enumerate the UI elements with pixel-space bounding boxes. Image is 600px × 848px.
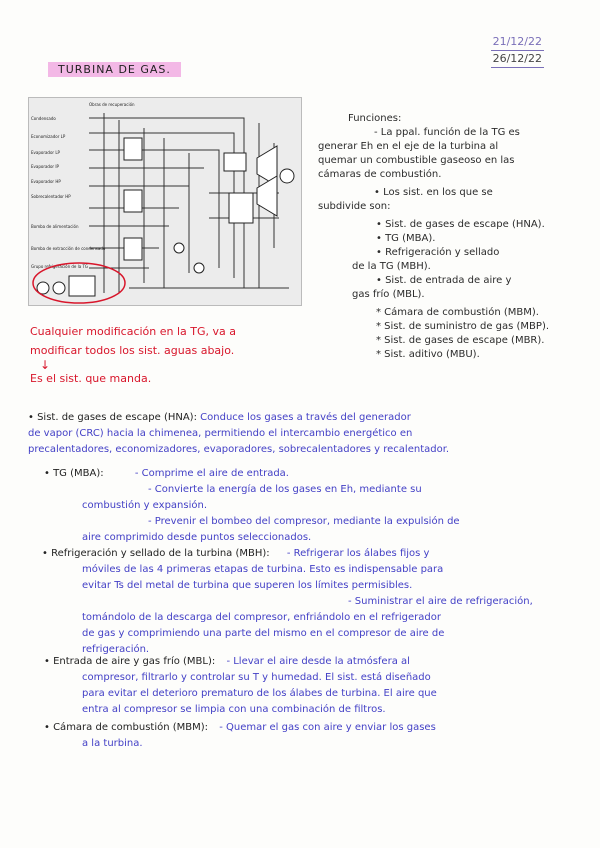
diagram-label-8: Bomba de extracción de condensado	[31, 246, 106, 251]
section-label: • Refrigeración y sellado de la turbina (MBH):	[42, 548, 270, 559]
section-text: - Comprime el aire de entrada.	[134, 468, 289, 479]
section-text: precalentadores, economizadores, evaporadores, sobrecalentadores y recalentador.	[28, 444, 450, 455]
subsystem-item: * Sist. de suministro de gas (MBP).	[376, 321, 550, 332]
page-title: TURBINA DE GAS.	[48, 62, 181, 77]
section-label: • TG (MBA):	[44, 468, 104, 479]
plant-diagram	[28, 97, 302, 306]
diagram-label-2: Economizador LP	[31, 134, 66, 139]
section-text: refrigeración.	[82, 644, 150, 655]
section-label: • Cámara de combustión (MBM):	[44, 722, 209, 733]
section-text: de vapor (CRC) hacia la chimenea, permitiendo el intercambio energético en	[28, 428, 413, 439]
system-item: • Sist. de gases de escape (HNA).	[376, 219, 545, 230]
section-text: - Convierte la energía de los gases en Eh, mediante su	[148, 484, 422, 495]
intro-line: generar Eh en el eje de la turbina al	[318, 141, 499, 152]
note-line: modificar todos los sist. aguas abajo.	[30, 344, 235, 357]
diagram-label-0: Obras de recuperación	[89, 102, 135, 107]
section-text: entra al compresor se limpia con una combinación de filtros.	[82, 704, 386, 715]
intro-line: cámaras de combustión.	[318, 169, 442, 180]
diagram-label-7: Bomba de alimentación	[31, 224, 79, 229]
section-mbl	[28, 654, 576, 718]
diagram-label-6: Sobrecalentador HP	[31, 194, 71, 199]
section-text: Conduce los gases a través del generador	[200, 412, 411, 423]
diagram-label-3: Evaporador LP	[31, 150, 60, 155]
date-first: 21/12/22	[491, 34, 544, 51]
section-text: para evitar el deterioro prematuro de los álabes de turbina. El aire que	[82, 688, 437, 699]
section-text: tomándolo de la descarga del compresor, enfriándolo en el refrigerador	[82, 612, 441, 623]
section-mbm	[28, 720, 576, 752]
section-text: de gas y comprimiendo una parte del mismo en el compresor de aire de	[82, 628, 445, 639]
subdivide-line: • Los sist. en los que se	[374, 187, 493, 198]
section-text: móviles de las 4 primeras etapas de turbina. Esto es indispensable para	[82, 564, 444, 575]
dates	[491, 34, 544, 68]
system-item: • TG (MBA).	[376, 233, 436, 244]
subdivide-line: subdivide son:	[318, 201, 391, 212]
section-mbh	[28, 546, 576, 658]
section-label: • Entrada de aire y gas frío (MBL):	[44, 656, 216, 667]
section-text: - Suministrar el aire de refrigeración,	[348, 596, 533, 607]
diagram-label-1: Condensado	[31, 116, 56, 121]
section-text: - Llevar el aire desde la atmósfera al	[226, 656, 410, 667]
section-text: evitar Ts del metal de turbina que superen los límites permisibles.	[82, 580, 413, 591]
red-note	[30, 322, 300, 360]
note-conclusion: Es el sist. que manda.	[30, 372, 152, 385]
subsystem-item: * Cámara de combustión (MBM).	[376, 307, 539, 318]
system-item: • Refrigeración y sellado	[376, 247, 500, 258]
subsystem-item: * Sist. aditivo (MBU).	[376, 349, 480, 360]
system-item: gas frío (MBL).	[352, 289, 425, 300]
diagram-label-9: Grupo refrigeración de la TG	[31, 264, 89, 269]
intro-line: quemar un combustible gaseoso en las	[318, 155, 515, 166]
section-hna	[28, 410, 576, 458]
system-item: de la TG (MBH).	[352, 261, 431, 272]
section-label: • Sist. de gases de escape (HNA):	[28, 412, 197, 423]
functions-block	[318, 112, 588, 362]
section-text: - Quemar el gas con aire y enviar los gases	[219, 722, 436, 733]
note-line: Cualquier modificación en la TG, va a	[30, 325, 237, 338]
diagram-label-4: Evaporador IP	[31, 164, 59, 169]
section-text: a la turbina.	[82, 738, 143, 749]
intro-line: - La ppal. función de la TG es	[374, 127, 520, 138]
section-mba	[28, 466, 576, 546]
section-text: - Refrigerar los álabes fijos y	[286, 548, 430, 559]
diagram-label-5: Evaporador HP	[31, 179, 61, 184]
diagram-svg	[29, 98, 301, 305]
functions-heading: Funciones:	[348, 113, 402, 124]
section-text: combustión y expansión.	[82, 500, 208, 511]
section-text: compresor, filtrarlo y controlar su T y humedad. El sist. está diseñado	[82, 672, 431, 683]
date-second: 26/12/22	[491, 51, 544, 68]
down-arrow-icon: ↓	[40, 358, 51, 372]
subsystem-item: * Sist. de gases de escape (MBR).	[376, 335, 545, 346]
system-item: • Sist. de entrada de aire y	[376, 275, 512, 286]
section-text: aire comprimido desde puntos seleccionados.	[82, 532, 312, 543]
section-text: - Prevenir el bombeo del compresor, mediante la expulsión de	[148, 516, 460, 527]
